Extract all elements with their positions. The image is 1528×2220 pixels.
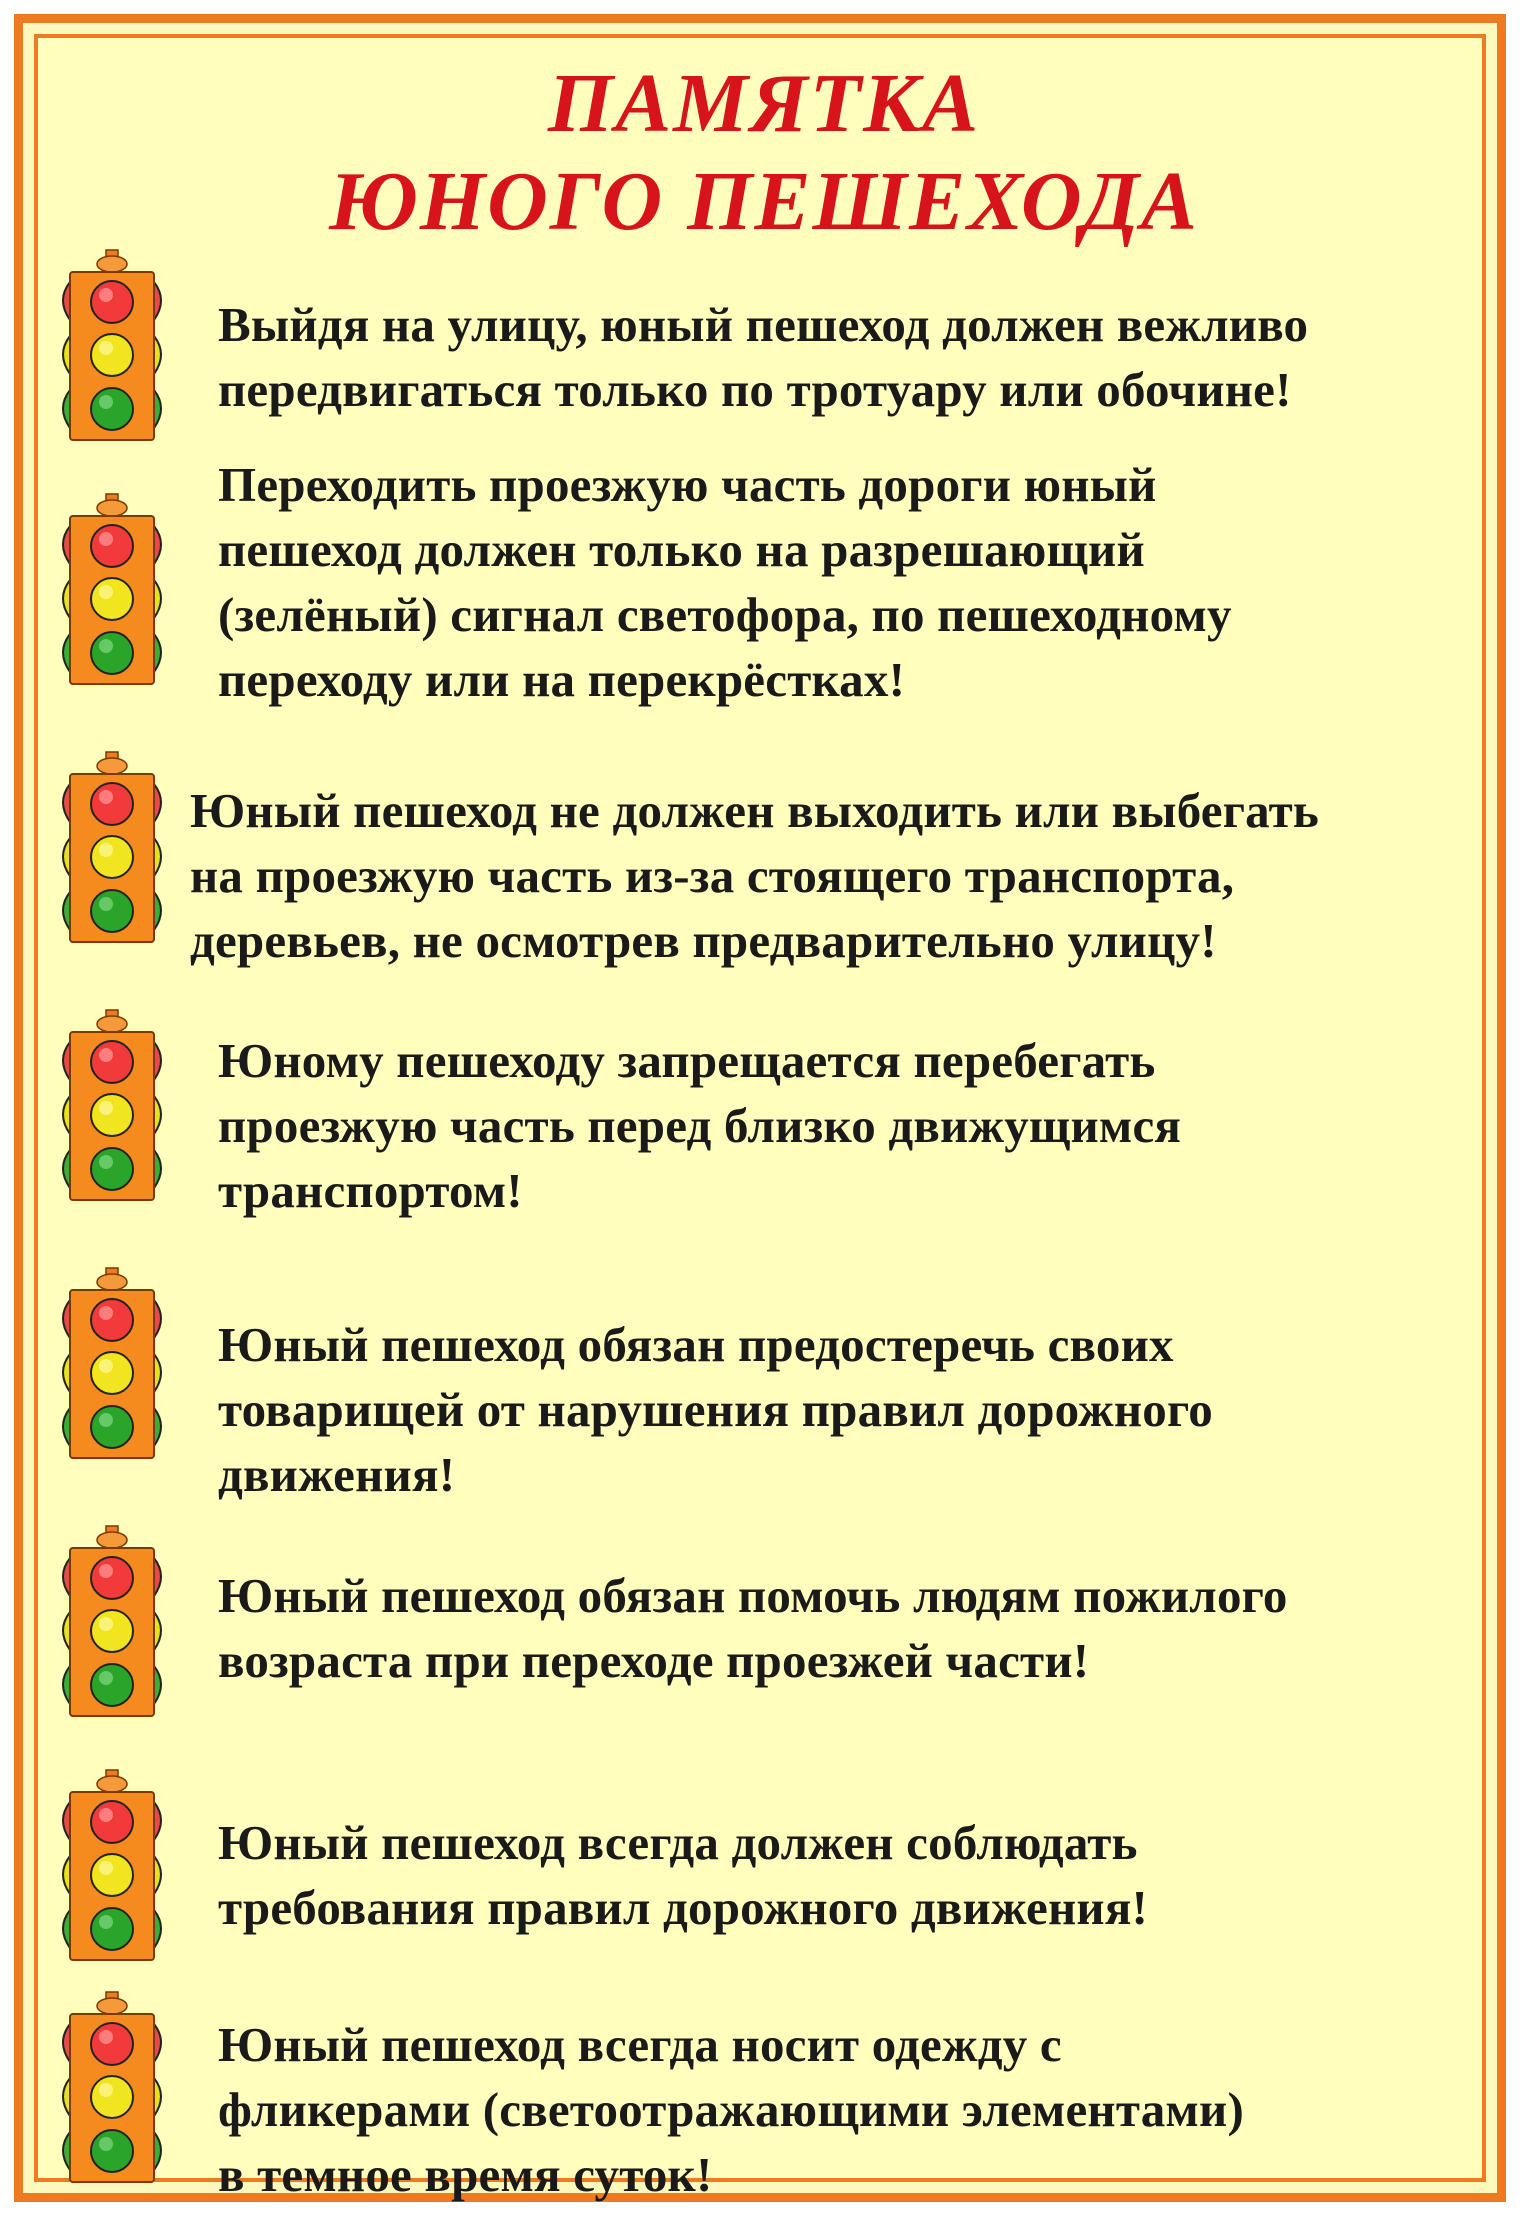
rule-item-1: Выйдя на улицу, юный пешеход должен вежливо передвигаться только по тротуару или обочине! — [218, 297, 1309, 417]
traffic-light-icon — [52, 1768, 172, 1968]
rule-item-5: Юный пешеход обязан предостеречь своих товарищей от нарушения правил дорожного движения! — [218, 1317, 1213, 1502]
traffic-light-icon — [52, 1524, 172, 1724]
traffic-light-icon — [52, 750, 172, 950]
rule-item-7: Юный пешеход всегда должен соблюдать требования правил дорожного движения! — [218, 1815, 1149, 1935]
title-line-1: ПАМЯТКА — [547, 57, 981, 150]
traffic-light-icon — [52, 492, 172, 692]
rule-item-8: Юный пешеход всегда носит одежду с фликерами (светоотражающими элементами) в темное время суток! — [218, 2017, 1244, 2202]
traffic-light-icon — [52, 1008, 172, 1208]
rule-item-6: Юный пешеход обязан помочь людям пожилого возраста при переходе проезжей части! — [218, 1568, 1288, 1688]
title-line-2: ЮНОГО ПЕШЕХОДА — [329, 155, 1199, 248]
rule-item-3: Юный пешеход не должен выходить или выбегать на проезжую часть из-за стоящего транспорта, деревьев, не осмотрев предварительно улицу! — [190, 783, 1319, 968]
traffic-light-icon — [52, 248, 172, 448]
traffic-light-icon — [52, 1990, 172, 2190]
rule-item-4: Юному пешеходу запрещается перебегать проезжую часть перед близко движущимся транспортом! — [218, 1033, 1182, 1218]
traffic-light-icon — [52, 1266, 172, 1466]
rule-item-2: Переходить проезжую часть дороги юный пешеход должен только на разрешающий (зелёный) сигнал светофора, по пешеходному переходу или на перекрёстках! — [218, 457, 1232, 707]
